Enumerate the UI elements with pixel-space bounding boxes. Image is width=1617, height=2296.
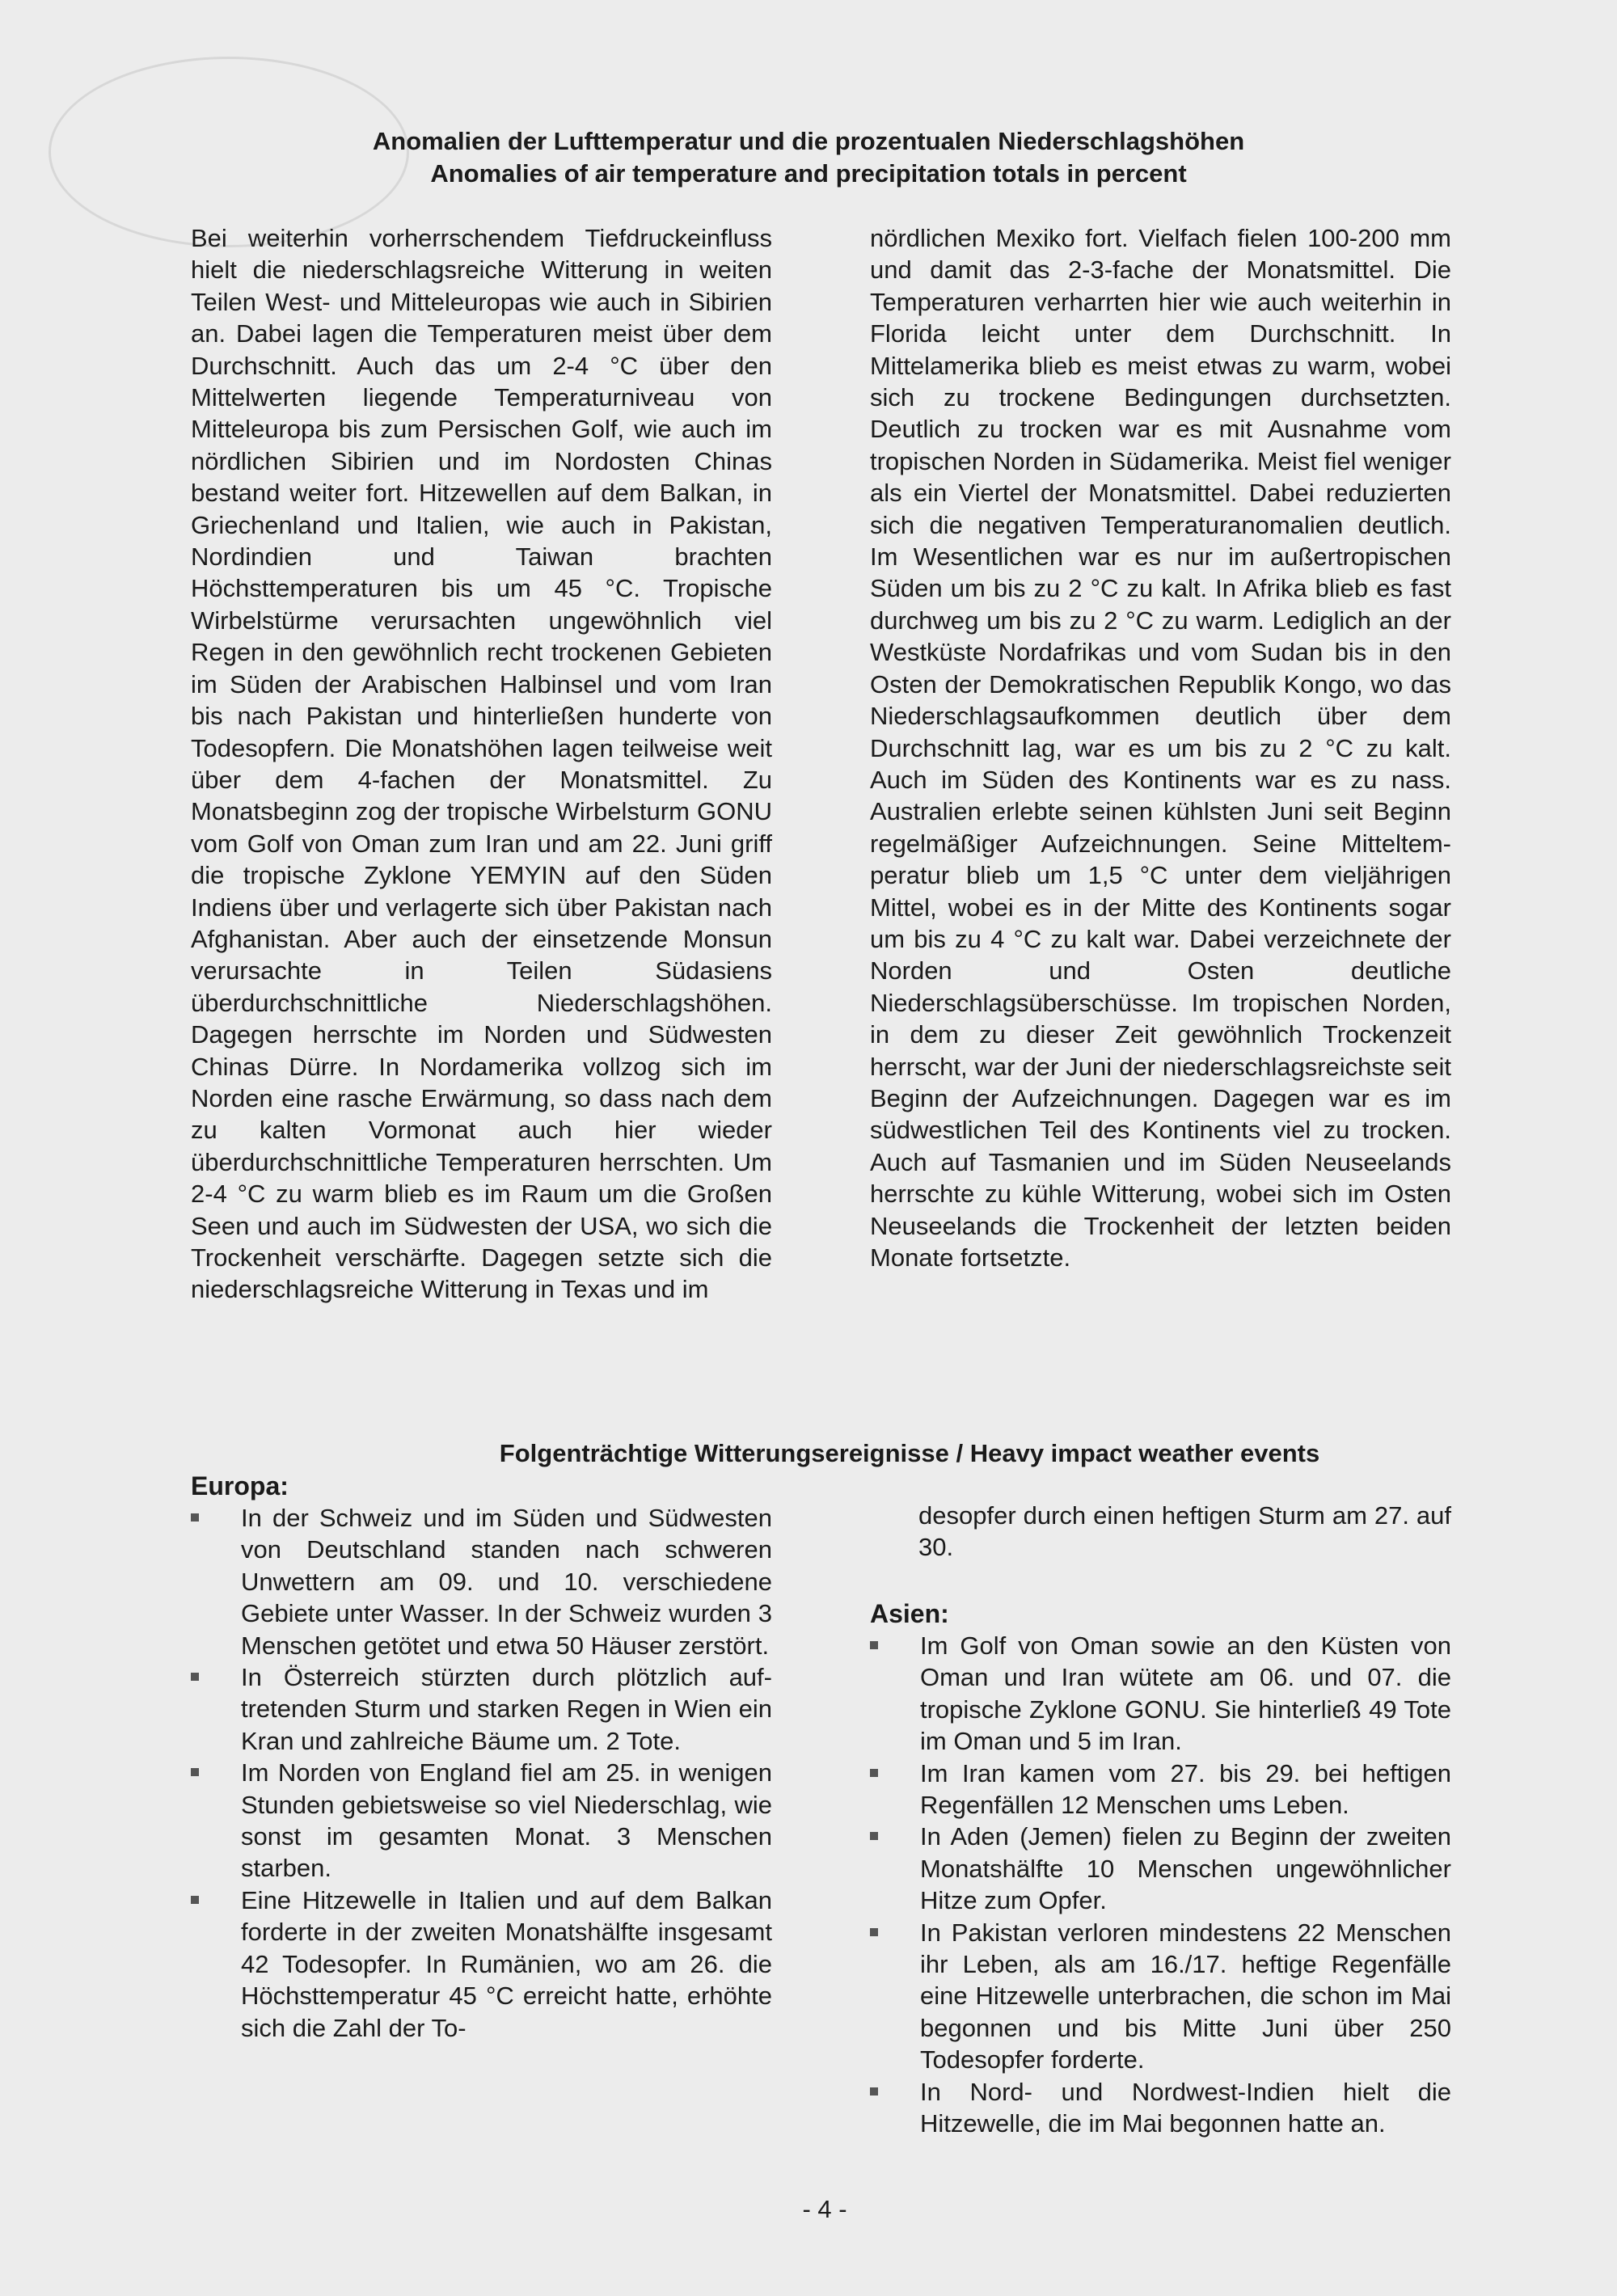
europe-event-continuation: desopfer durch einen heftigen Sturm am 27. auf 30. <box>918 1501 1451 1562</box>
asia-event: In Aden (Jemen) fielen zu Beginn der zweiten Monatshälfte 10 Menschen ungewöhnlicher Hitze zum Opfer. <box>870 1821 1451 1916</box>
asia-event-list <box>870 1630 1451 2140</box>
europe-event: In Österreich stürzten durch plötzlich auftretenden Sturm und starken Regen in Wien ein Kran und zahlreiche Bäume um. 2 Tote. <box>191 1661 772 1757</box>
asia-heading: Asien: <box>870 1599 949 1628</box>
events-section-title: Folgenträchtige Witterungsereignisse / Heavy impact weather events <box>499 1439 1320 1467</box>
bullet-icon <box>191 1896 199 1904</box>
europe-event-list <box>191 1502 772 2044</box>
report-text-left: Bei weiterhin vorherrschendem Tiefdruckeinfluss hielt die niederschlagsreiche Witterung in weiten Teilen West- und Mitteleuropas wie auch in Sibirien an. Dabei lagen die Temperaturen meist über dem Durchschnitt. Auch das um 2-4 °C über den Mittelwerten liegende Temperaturniveau von Mitteleuropa bis zum Persischen Golf, wie auch im nördlichen Sibirien und im Nordosten Chinas bestand weiter fort. Hitzewellen auf dem Balkan, in Griechenland und Italien, wie auch in Pakistan, Nordindien und Taiwan brachten Höchsttemperaturen bis um 45 °C. Tropische Wirbelstürme verursachten ungewöhnlich viel Regen in den gewöhnlich recht trockenen Gebieten im Süden der Arabischen Halbinsel und vom Iran bis nach Pakistan und hinterließen hunderte von Todesopfern. Die Monatshöhen lagen teilweise weit über dem 4-fachen der Monatsmittel. Zu Monatsbeginn zog der tropische Wirbelsturm GONU vom Golf von Oman zum Iran und am 22. Juni griff die tropische Zyklone YEMYIN auf den Süden Indiens über und verlagerte sich über Pakistan nach Afghanistan. Aber auch der einsetzende Monsun verursachte in Teilen Südasiens überdurchschnittliche Niederschlagshöhen. Dagegen herrschte im Norden und Südwesten Chinas Dürre. In Nordamerika vollzog sich im Norden eine rasche Erwärmung, so dass nach dem zu kalten Vormonat auch hier wieder überdurchschnittliche Temperaturen herrschten. Um 2-4 °C zu warm blieb es im Raum um die Großen Seen und auch im Südwesten der USA, wo sich die Trockenheit verschärfte. Dagegen setzte sich die niederschlagsreiche Witterung in Texas und im <box>191 224 772 1304</box>
report-text-right: nördlichen Mexiko fort. Vielfach fielen 100-200 mm und damit das 2-3-fache der Monatsmittel. Die Temperaturen verharrten hier wie auch weiterhin in Florida leicht unter dem Durchschnitt. In Mittelamerika blieb es meist etwas zu warm, wobei sich zu trockene Bedingungen durchsetzten. Deutlich zu trocken war es mit Ausnahme vom tropischen Norden in Südamerika. Meist fiel weniger als ein Viertel der Monatsmittel. Dabei reduzierten sich die negativen Temperaturanomalien deutlich. Im Wesentlichen war es nur im außertropischen Süden um bis zu 2 °C zu kalt. In Afrika blieb es fast durchweg um bis zu 2 °C zu warm. Lediglich an der Westküste Nordafrikas und vom Sudan bis in den Osten der Demokratischen Republik Kongo, wo das Niederschlagsaufkommen deutlich über dem Durchschnitt lag, war es um bis zu 2 °C zu kalt. Auch im Süden des Kontinents war es zu nass. Australien erlebte seinen kühlsten Juni seit Beginn regelmäßiger Aufzeichnungen. Seine Mitteltemperatur blieb um 1,5 °C unter dem vieljährigen Mittel, wobei es in der Mitte des Kontinents sogar um bis zu 4 °C zu kalt war. Dabei verzeichnete der Norden und Osten deutliche Niederschlagsüberschüsse. Im tropischen Norden, in dem zu dieser Zeit gewöhnlich Trockenzeit herrscht, war der Juni der niederschlagsreichste seit Beginn der Aufzeichnungen. Dagegen war es im südwestlichen Teil des Kontinents viel zu trocken. Auch auf Tasmanien und im Süden Neuseelands herrschte zu kühle Witterung, wobei sich im Osten Neuseelands die Trockenheit der letzten beiden Monate fortsetzte. <box>870 224 1451 1272</box>
asia-event: In Pakistan verloren mindestens 22 Menschen ihr Leben, als am 16./17. heftige Regenfälle eine Hitzewelle unterbrachen, die schon im Mai begonnen und bis Mitte Juni über 250 Todesopfer forderte. <box>870 1917 1451 2076</box>
europe-event: Eine Hitzewelle in Italien und auf dem Balkan forderte in der zweiten Monatshälfte insgesamt 42 Todesopfer. In Rumänien, wo am 26. die Höchsttemperatur 45 °C erreicht hatte, erhöhte sich die Zahl der To- <box>191 1884 772 2044</box>
page-number: - 4 - <box>802 2195 847 2223</box>
bullet-icon <box>191 1673 199 1681</box>
report-column-left <box>191 222 772 1306</box>
asia-event: In Nord- und Nordwest-Indien hielt die Hitzewelle, die im Mai begonnen hatte an. <box>870 2076 1451 2140</box>
bullet-icon <box>870 1928 878 1936</box>
europe-event: In der Schweiz und im Süden und Südwesten von Deutschland standen nach schweren Unwettern am 09. und 10. verschiedene Gebiete unter Wasser. In der Schweiz wurden 3 Menschen getötet und etwa 50 Häuser zerstört. <box>191 1502 772 1661</box>
bullet-icon <box>870 1769 878 1777</box>
report-column-right <box>870 222 1451 1273</box>
bullet-icon <box>191 1513 199 1522</box>
bullet-icon <box>870 2087 878 2096</box>
page-title-english: Anomalies of air temperature and precipitation totals in percent <box>430 159 1187 188</box>
asia-event: Im Iran kamen vom 27. bis 29. bei heftigen Regenfällen 12 Menschen ums Leben. <box>870 1758 1451 1821</box>
europe-heading: Europa: <box>191 1471 289 1500</box>
bullet-icon <box>870 1832 878 1840</box>
asia-event: Im Golf von Oman sowie an den Küsten von Oman und Iran wütete am 06. und 07. die tropische Zyklone GONU. Sie hinterließ 49 Tote im Oman und 5 im Iran. <box>870 1630 1451 1758</box>
europe-event: Im Norden von England fiel am 25. in wenigen Stunden gebietsweise so viel Niederschlag, wie sonst im gesamten Monat. 3 Menschen starben. <box>191 1757 772 1884</box>
bullet-icon <box>870 1641 878 1649</box>
bullet-icon <box>191 1768 199 1776</box>
page-title-german: Anomalien der Lufttemperatur und die prozentualen Niederschlagshöhen <box>372 127 1245 155</box>
